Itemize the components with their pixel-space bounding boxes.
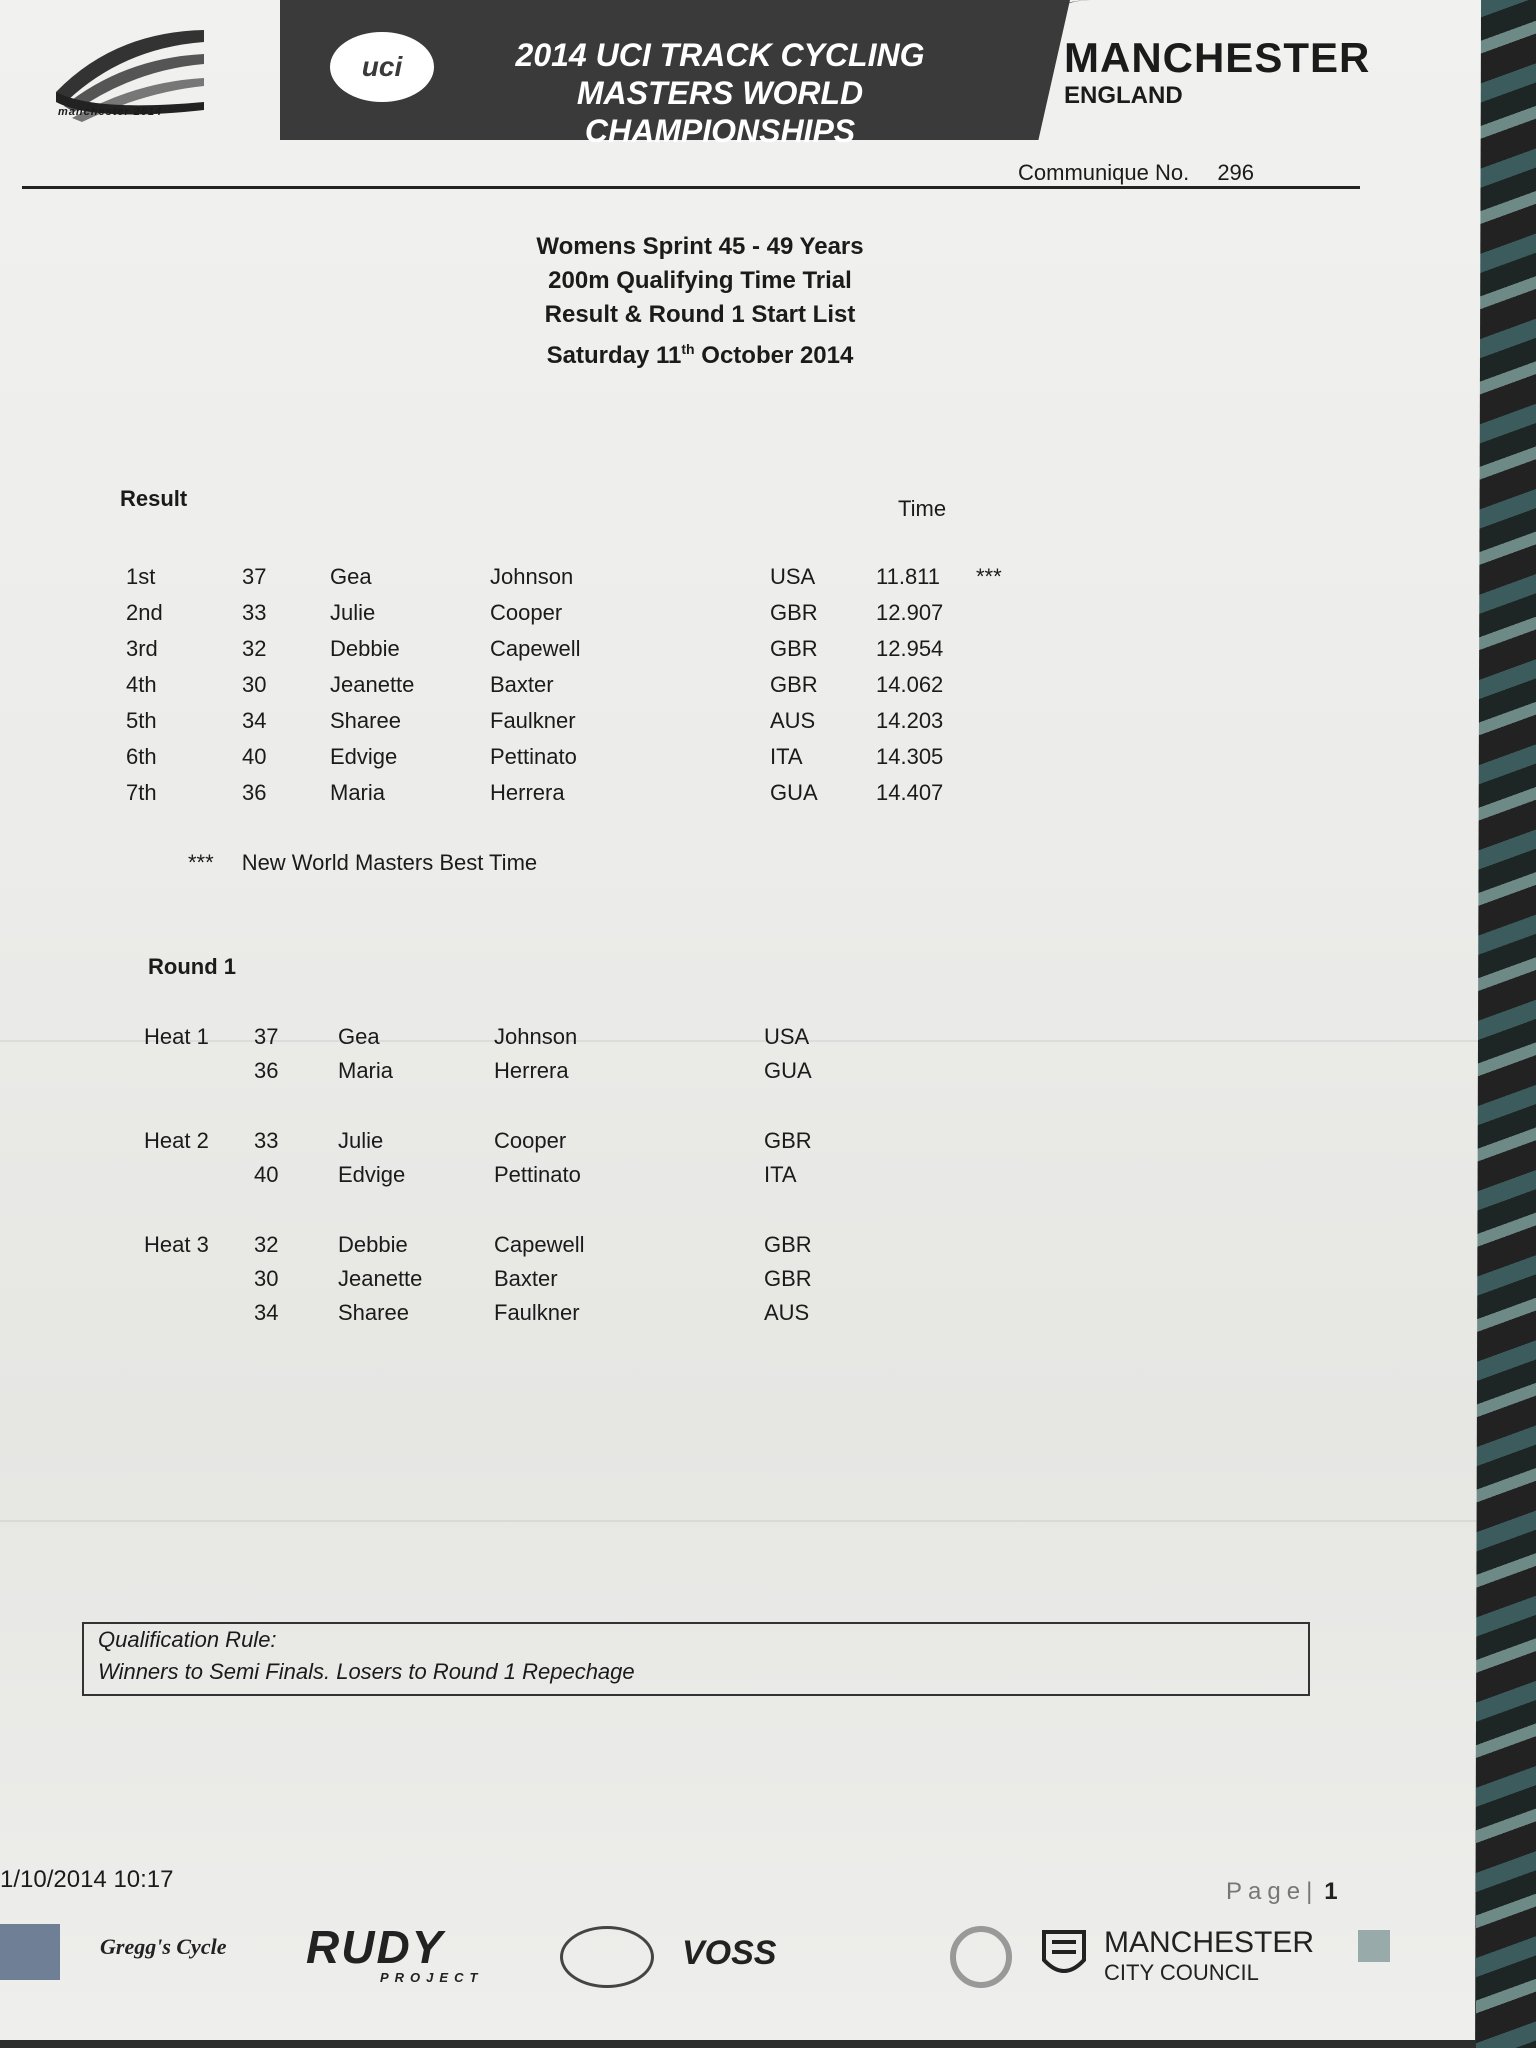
background-fabric: [1476, 0, 1536, 2048]
heat-label: Heat 1: [144, 1024, 209, 1049]
result-time: 14.062: [876, 672, 944, 697]
host-country: ENGLAND: [1064, 82, 1183, 109]
heat-first-name: Debbie: [338, 1232, 408, 1257]
heat-last-name: Pettinato: [494, 1162, 581, 1187]
result-bib: 32: [242, 636, 267, 661]
result-row: [0, 780, 1200, 814]
uci-logo-icon: uci: [330, 32, 434, 102]
result-last-name: Baxter: [490, 672, 554, 697]
rudy-logo: RUDY: [306, 1921, 445, 1973]
qualification-label: Qualification Rule:: [98, 1627, 277, 1652]
result-nation: GBR: [770, 672, 818, 697]
result-place: 4th: [126, 672, 157, 697]
event-heading: [500, 230, 900, 373]
result-time: 14.305: [876, 744, 944, 769]
result-row: [0, 708, 1200, 742]
heat-rider-row: [0, 1024, 1200, 1058]
rudy-project-label: PROJECT: [380, 1970, 484, 1985]
heat-rider-row: [0, 1058, 1200, 1092]
result-first-name: Gea: [330, 564, 372, 589]
heat-last-name: Baxter: [494, 1266, 558, 1291]
heat-rider-row: [0, 1128, 1200, 1162]
result-bib: 30: [242, 672, 267, 697]
header-divider: [22, 186, 1360, 189]
result-row: [0, 672, 1200, 706]
heat-rider-row: [0, 1300, 1200, 1334]
heat-nation: GBR: [764, 1266, 812, 1291]
host-city: MANCHESTER: [1064, 34, 1371, 81]
result-row: [0, 744, 1200, 778]
heat-bib: 40: [254, 1162, 279, 1187]
result-row: [0, 600, 1200, 634]
heat-first-name: Julie: [338, 1128, 384, 1153]
heat-first-name: Sharee: [338, 1300, 409, 1325]
heat-bib: 37: [254, 1024, 279, 1049]
result-nation: USA: [770, 564, 816, 589]
result-first-name: Maria: [330, 780, 386, 805]
heat-bib: 30: [254, 1266, 279, 1291]
heat-nation: AUS: [764, 1300, 810, 1325]
result-first-name: Sharee: [330, 708, 401, 733]
result-time: 14.203: [876, 708, 944, 733]
result-nation: GBR: [770, 636, 818, 661]
result-row: [0, 564, 1200, 598]
result-title: Result: [120, 486, 188, 511]
badge-sponsor-icon: [560, 1926, 654, 1988]
heat-last-name: Faulkner: [494, 1300, 580, 1325]
heading-date: Saturday 11th October 2014: [546, 341, 854, 369]
result-nation: GUA: [770, 780, 818, 805]
result-nation: AUS: [770, 708, 816, 733]
result-nation: GBR: [770, 600, 818, 625]
heat-last-name: Cooper: [494, 1128, 567, 1153]
event-title-line1: 2014 UCI TRACK CYCLING: [515, 37, 925, 73]
heat-rider-row: [0, 1162, 1200, 1196]
paper-fold: [0, 1520, 1496, 1522]
event-title: [440, 36, 1000, 150]
communique-label: Communique No.: [1018, 160, 1190, 185]
greggs-cycle-logo: Gregg's Cycle: [100, 1934, 227, 1959]
heat-bib: 33: [254, 1128, 279, 1153]
heat-nation: ITA: [764, 1162, 797, 1187]
result-time: 14.407: [876, 780, 944, 805]
result-first-name: Edvige: [330, 744, 398, 769]
hotel-sponsor-icon: [1358, 1930, 1390, 1962]
communique-number: [1018, 160, 1254, 186]
heat-label: Heat 3: [144, 1232, 209, 1257]
result-first-name: Julie: [330, 600, 376, 625]
heading-document: Result & Round 1 Start List: [544, 301, 856, 328]
ring-sponsor-icon: [950, 1926, 1012, 1988]
result-place: 3rd: [126, 636, 158, 661]
record-note: [188, 850, 565, 876]
time-column-header: Time: [898, 496, 947, 521]
result-last-name: Faulkner: [490, 708, 576, 733]
communique-value: 296: [1217, 160, 1255, 185]
heading-discipline: 200m Qualifying Time Trial: [548, 267, 852, 294]
heat-nation: GUA: [764, 1058, 812, 1083]
qualification-text: Winners to Semi Finals. Losers to Round 1 Repechage: [98, 1659, 635, 1684]
result-place: 7th: [126, 780, 157, 805]
result-record-mark: ***: [976, 564, 1002, 589]
result-last-name: Cooper: [490, 600, 563, 625]
qualification-rule-box: [82, 1622, 1310, 1696]
result-last-name: Herrera: [490, 780, 565, 805]
page-number: 1: [1324, 1878, 1338, 1905]
result-bib: 36: [242, 780, 267, 805]
heat-nation: GBR: [764, 1232, 812, 1257]
result-first-name: Debbie: [330, 636, 400, 661]
logo-caption: manchester 2014: [58, 106, 163, 118]
result-bib: 34: [242, 708, 267, 733]
council-logo: MANCHESTER: [1104, 1926, 1315, 1959]
city-crest-icon: [1034, 1926, 1094, 1984]
result-bib: 37: [242, 564, 267, 589]
result-bib: 40: [242, 744, 267, 769]
heat-nation: GBR: [764, 1128, 812, 1153]
result-row: [0, 636, 1200, 670]
result-first-name: Jeanette: [330, 672, 415, 697]
heat-bib: 34: [254, 1300, 279, 1325]
heat-first-name: Jeanette: [338, 1266, 423, 1291]
result-place: 5th: [126, 708, 157, 733]
result-nation: ITA: [770, 744, 803, 769]
page-indicator: Page| 1: [1226, 1878, 1338, 1905]
result-time: 12.907: [876, 600, 944, 625]
round1-title: Round 1: [148, 954, 236, 979]
heat-bib: 32: [254, 1232, 279, 1257]
heat-rider-row: [0, 1232, 1200, 1266]
heat-nation: USA: [764, 1024, 810, 1049]
printed-timestamp: 1/10/2014 10:17: [0, 1866, 174, 1893]
result-place: 2nd: [126, 600, 163, 625]
result-time: 11.811: [876, 564, 941, 589]
result-time: 12.954: [876, 636, 944, 661]
heat-last-name: Herrera: [494, 1058, 569, 1083]
result-last-name: Johnson: [490, 564, 574, 589]
heat-rider-row: [0, 1266, 1200, 1300]
heat-label: Heat 2: [144, 1128, 209, 1153]
heat-first-name: Maria: [338, 1058, 394, 1083]
result-bib: 33: [242, 600, 267, 625]
heading-event: Womens Sprint 45 - 49 Years: [536, 233, 864, 260]
heat-last-name: Capewell: [494, 1232, 585, 1257]
express-sponsor-icon: [0, 1924, 60, 1980]
heat-bib: 36: [254, 1058, 279, 1083]
result-place: 1st: [126, 564, 156, 589]
result-place: 6th: [126, 744, 157, 769]
result-last-name: Capewell: [490, 636, 581, 661]
event-title-line2: MASTERS WORLD CHAMPIONSHIPS: [576, 75, 864, 149]
heat-first-name: Edvige: [338, 1162, 406, 1187]
record-note-text: New World Masters Best Time: [241, 850, 538, 875]
voss-logo: VOSS: [682, 1934, 777, 1972]
record-note-mark: ***: [188, 850, 214, 875]
heat-first-name: Gea: [338, 1024, 380, 1049]
council-logo-sub: CITY COUNCIL: [1104, 1960, 1259, 1985]
heat-last-name: Johnson: [494, 1024, 578, 1049]
sponsor-strip: [0, 1920, 1440, 1990]
result-last-name: Pettinato: [490, 744, 577, 769]
page-label: Page: [1226, 1878, 1307, 1905]
